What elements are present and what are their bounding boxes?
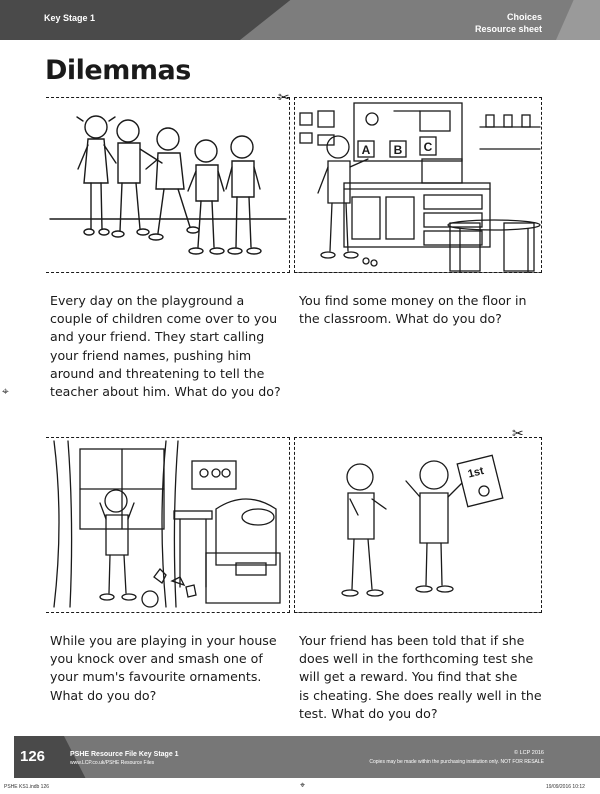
caption-line: will get a reward. You find that she [299, 669, 518, 685]
caption-line: your mum's favourite ornaments. [50, 669, 262, 685]
caption-line: test. What do you do? [299, 705, 438, 721]
caption-line: What do you do? [50, 687, 157, 703]
page-footer [0, 736, 600, 778]
print-date: 19/09/2016 10:12 [546, 784, 585, 790]
page-title: Dilemmas [45, 55, 191, 86]
caption-line: teacher about him. What do you do? [50, 384, 281, 400]
key-stage-label: Key Stage 1 [44, 13, 96, 23]
caption-line: around and threatening to tell the [50, 365, 265, 381]
caption-line: and your friend. They start calling [50, 329, 265, 345]
caption-line: Every day on the playground a [50, 293, 245, 308]
caption-classroom [299, 292, 549, 328]
scissors-icon: ✂ [512, 425, 524, 441]
sign-a: A [361, 143, 371, 157]
footer-margin [0, 736, 14, 778]
sheet-label: Resource sheet [474, 24, 542, 34]
caption-playground [50, 292, 300, 401]
sign-b: B [393, 143, 403, 157]
copyright: © LCP 2016 [514, 750, 544, 756]
copy-notice: Copies may be made within the purchasing institution only. NOT FOR RESALE [369, 759, 544, 765]
header-right-labels [475, 11, 542, 35]
caption-line: is cheating. She does really well in the [299, 687, 542, 703]
panel-classroom [294, 97, 542, 273]
certificate-label: 1st [466, 465, 486, 481]
caption-line: You find some money on the floor in [299, 293, 527, 308]
cut-border [294, 437, 542, 613]
scissors-icon: ✂ [278, 89, 290, 105]
caption-line: Your friend has been told that if she [299, 633, 525, 648]
caption-line: couple of children come over to you [50, 311, 278, 327]
sign-c: C [423, 140, 433, 154]
resource-url: www.LCP.co.uk/PSHE Resource Files [70, 760, 155, 766]
print-file: PSHE KS1.indb 126 [4, 784, 50, 790]
caption-line: the classroom. What do you do? [299, 311, 502, 327]
caption-line: you knock over and smash one of [50, 651, 263, 667]
header-light-band [240, 0, 600, 40]
crop-mark-icon: ⌖ [300, 780, 306, 790]
caption-test [299, 632, 559, 723]
panel-house [46, 437, 290, 613]
cut-border [46, 97, 290, 273]
caption-line: your friend names, pushing him [50, 347, 252, 363]
page-header [0, 0, 600, 40]
panel-playground [46, 97, 290, 273]
panel-test [294, 437, 542, 613]
resource-title: PSHE Resource File Key Stage 1 [70, 751, 179, 758]
section-label: Choices [506, 12, 542, 22]
crop-mark-icon: ⌖ [2, 384, 9, 398]
cut-border [294, 97, 542, 273]
caption-line: While you are playing in your house [50, 633, 277, 648]
page-number: 126 [20, 748, 46, 765]
caption-house [50, 632, 300, 705]
cut-border [46, 437, 290, 613]
caption-line: does well in the forthcoming test she [299, 651, 534, 667]
